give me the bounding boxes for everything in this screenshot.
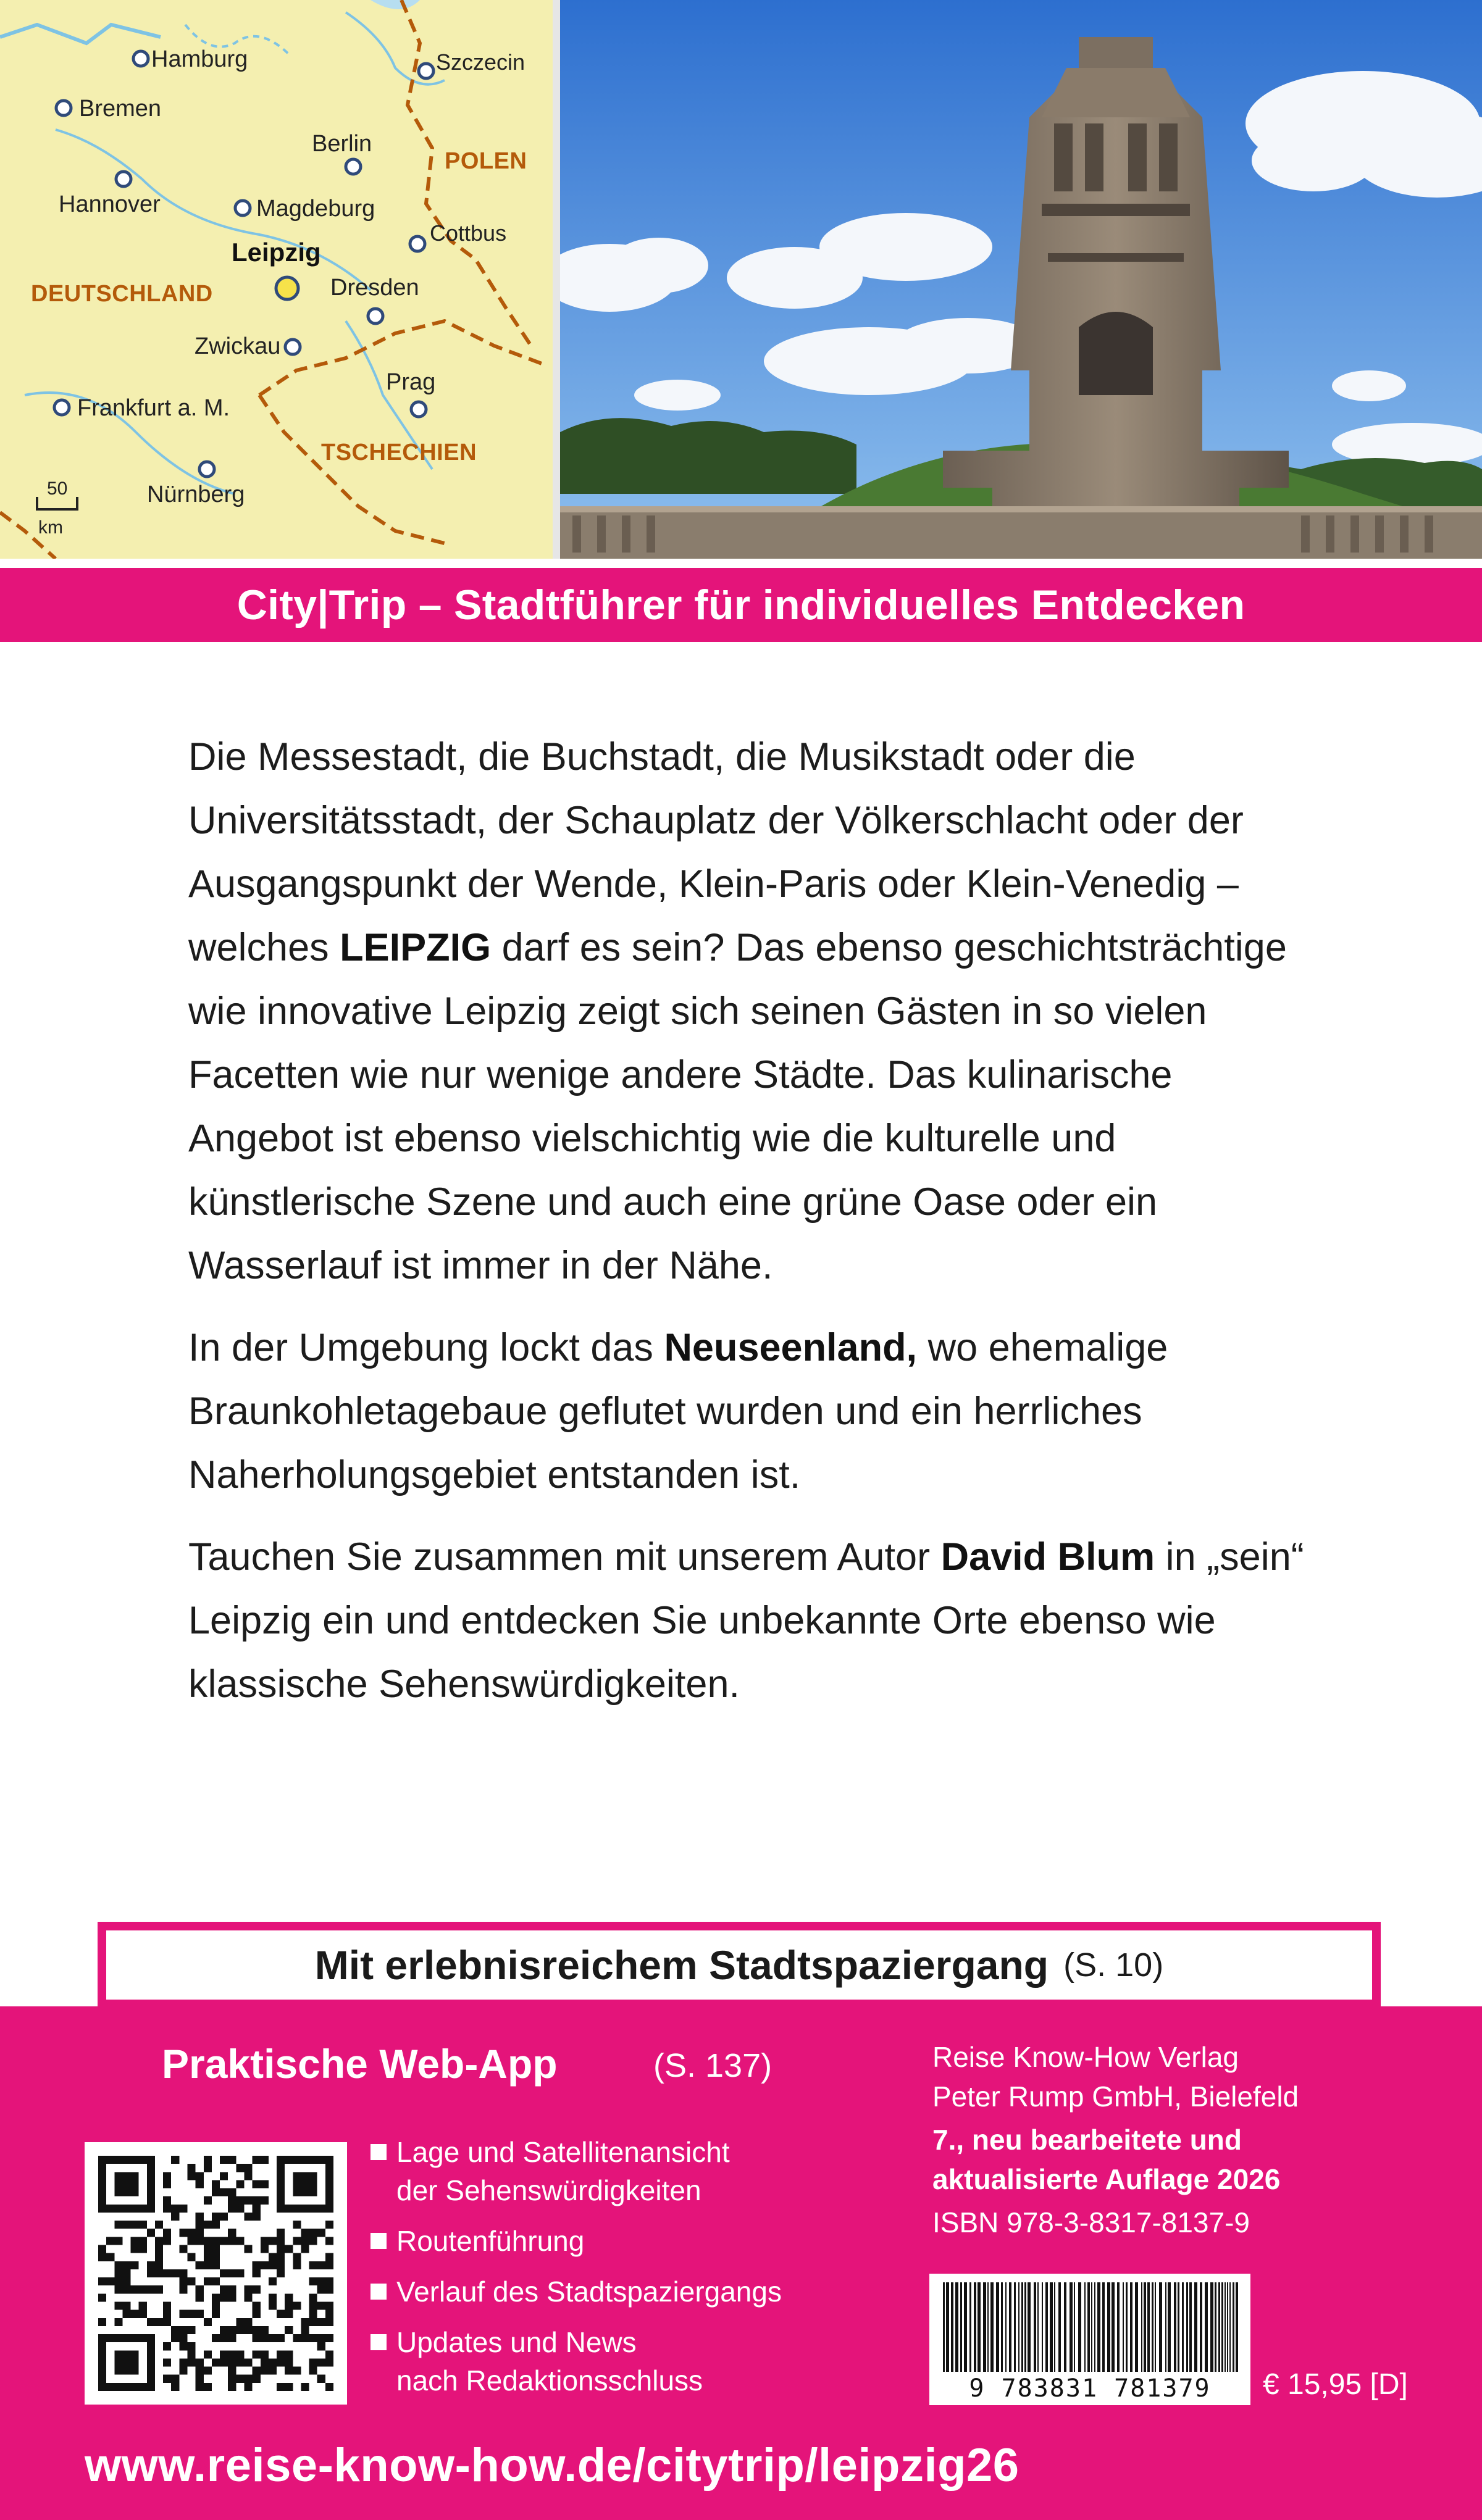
map-city-frankfurt: Frankfurt a. M. [77,395,230,421]
map-city-szczecin: Szczecin [436,49,525,75]
feature-4-line-2: nach Redaktionsschluss [396,2364,703,2397]
map-city-magdeburg: Magdeburg [256,196,375,222]
cover-top [0,0,1482,559]
webapp-feature-list [371,2133,865,2412]
description-p1-bold: LEIPZIG [340,926,492,969]
webapp-feature-item [371,2133,865,2209]
city-walk-title: Mit erlebnisreichem Stadtspaziergang [314,1942,1049,1988]
city-walk-box [98,1922,1381,2008]
publisher-info [932,2037,1439,2242]
map-graphic [0,0,553,559]
description-paragraph-3 [188,1525,1318,1716]
description-p1-text-a: Die Messestadt, die Buchstadt, die Musikstadt oder die Universitätsstadt, der Schauplatz der Völkerschlacht oder der Ausgangspunkt der Wende, Klein-Paris oder Klein-Venedig – welches [188,735,1244,969]
description-p1-text-b: darf es sein? Das ebenso geschichtsträchtige wie innovative Leipzig zeigt sich seinen Gästen in so vielen Facetten wie nur wenige andere Städte. Das kulinarische Angebot ist ebenso vielschichtig wie die kulturelle und künstlerische Szene und auch eine grüne Oase oder ein Wasserlauf ist immer in der Nähe. [188,926,1287,1287]
description-paragraph-1 [188,725,1318,1298]
city-walk-inner [106,1930,1372,2000]
publisher-name: Reise Know-How Verlag [932,2041,1239,2073]
website-url[interactable]: www.reise-know-how.de/citytrip/leipzig26 [85,2439,1019,2492]
webapp-feature-item [371,2323,865,2400]
qr-code[interactable] [85,2142,347,2405]
feature-1-line-1: Lage und Satellitenansicht [396,2136,730,2168]
monument-photo [560,0,1482,559]
edition-line-1: 7., neu bearbeitete und [932,2124,1242,2156]
webapp-page-ref: (S. 137) [653,2047,772,2084]
map-country-deutschland: DEUTSCHLAND [31,281,213,307]
barcode-digits: 9 783831 781379 [929,2372,1250,2405]
map-country-polen: POLEN [445,148,527,174]
barcode-icon [929,2274,1250,2372]
description-p3-bold: David Blum [940,1535,1155,1579]
map-city-bremen: Bremen [79,96,162,122]
voelkerschlachtdenkmal-image [560,0,1482,559]
map-country-tschechien: TSCHECHIEN [321,440,477,465]
feature-2-line-1: Routenführung [396,2225,585,2257]
description-p3-text-a: Tauchen Sie zusammen mit unserem Autor [188,1535,941,1579]
map-city-zwickau: Zwickau [195,333,281,359]
description-p2-text-a: In der Umgebung lockt das [188,1326,664,1369]
price: € 15,95 [D] [1263,2368,1408,2401]
map-city-prag: Prag [386,369,436,395]
map-city-hannover: Hannover [59,191,161,217]
qr-code-icon [98,2156,333,2391]
description-p2-bold: Neuseenland, [664,1326,918,1369]
series-banner [0,568,1482,642]
map-city-berlin: Berlin [312,131,372,157]
description-paragraph-2 [188,1316,1318,1507]
feature-3-line-1: Verlauf des Stadtspaziergangs [396,2276,782,2308]
publisher-address: Peter Rump GmbH, Bielefeld [932,2080,1299,2113]
webapp-title: Praktische Web-App [162,2041,558,2087]
region-map [0,0,553,559]
map-city-leipzig: Leipzig [232,238,321,267]
edition-line-2: aktualisierte Auflage 2026 [932,2163,1281,2195]
book-description [188,725,1318,1735]
isbn: ISBN 978-3-8317-8137-9 [932,2206,1250,2238]
map-city-nuernberg: Nürnberg [147,482,245,507]
map-city-cottbus: Cottbus [430,220,507,246]
feature-4-line-1: Updates und News [396,2326,637,2358]
city-walk-page-ref: (S. 10) [1063,1946,1164,1984]
map-scale-value: 50 [47,478,68,499]
map-city-hamburg: Hamburg [151,46,248,72]
series-banner-text: City|Trip – Stadtführer für individuelles Entdecken [237,582,1245,628]
feature-1-line-2: der Sehenswürdigkeiten [396,2174,701,2206]
webapp-feature-item [371,2272,865,2311]
description-p3-text-b: in „sein“ Leipzig ein und entdecken Sie unbekannte Orte ebenso wie klassische Sehenswürdigkeiten. [188,1535,1304,1706]
webapp-feature-item [371,2222,865,2260]
description-p2-text-b: wo ehemalige Braunkohletagebaue geflutet wurden und ein herrliches Naherholungsgebiet entstanden ist. [188,1326,1168,1496]
map-city-dresden: Dresden [330,275,419,301]
map-scale-unit: km [38,517,63,538]
